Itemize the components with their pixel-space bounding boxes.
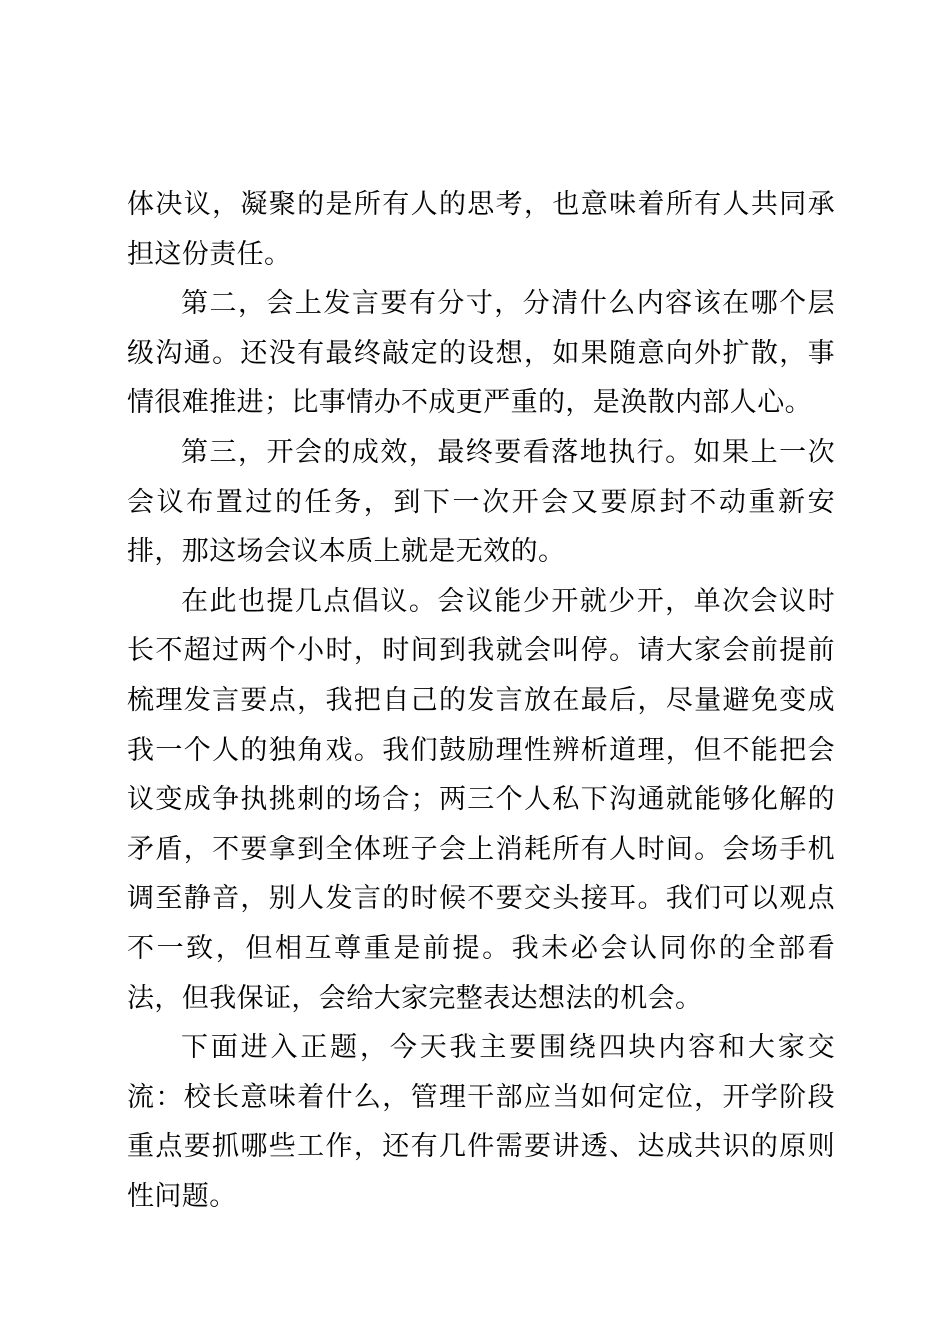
document-body (127, 180, 835, 1221)
paragraph-2: 第二，会上发言要有分寸，分清什么内容该在哪个层级沟通。还没有最终敲定的设想，如果随意向外扩散，事情很难推进；比事情办不成更严重的，是涣散内部人心。 (127, 288, 835, 419)
paragraph-3: 第三，开会的成效，最终要看落地执行。如果上一次会议布置过的任务，到下一次开会又要原封不动重新安排，那这场会议本质上就是无效的。 (127, 436, 835, 568)
paragraph-4: 在此也提几点倡议。会议能少开就少开，单次会议时长不超过两个小时，时间到我就会叫停。请大家会前提前梳理发言要点，我把自己的发言放在最后，尽量避免变成我一个人的独角戏。我们鼓励理性辨析道理，但不能把会议变成争执挑刺的场合；两三个人私下沟通就能够化解的矛盾，不要拿到全体班子会上消耗所有人时间。会场手机调至静音，别人发言的时候不要交头接耳。我们可以观点不一致，但相互尊重是前提。我未必会认同你的全部看法，但我保证，会给大家完整表达想法的机会。 (127, 585, 835, 1014)
paragraph-1: 体决议，凝聚的是所有人的思考，也意味着所有人共同承担这份责任。 (127, 189, 835, 270)
paragraph-5: 下面进入正题，今天我主要围绕四块内容和大家交流：校长意味着什么，管理干部应当如何定位，开学阶段重点要抓哪些工作，还有几件需要讲透、达成共识的原则性问题。 (127, 1032, 835, 1212)
